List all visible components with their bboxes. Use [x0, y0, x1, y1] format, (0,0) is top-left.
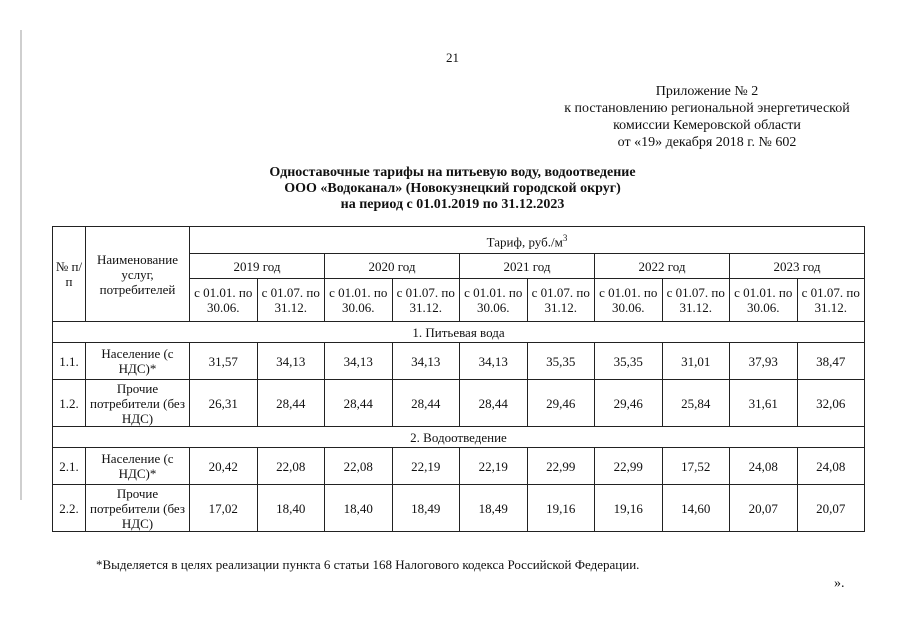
tariff-value: 34,13 — [392, 343, 460, 380]
table-row — [53, 380, 865, 427]
tariff-value: 19,16 — [595, 485, 663, 532]
tariff-value: 28,44 — [392, 380, 460, 427]
tariff-value: 22,19 — [460, 448, 528, 485]
title-line-1: Одноставочные тарифы на питьевую воду, водоотведение — [269, 165, 636, 180]
document-title — [0, 165, 905, 213]
year-header: 2021 год — [460, 254, 595, 279]
tariff-value: 22,08 — [257, 448, 325, 485]
period-header: с 01.01. по 30.06. — [730, 279, 798, 322]
tariff-value: 26,31 — [190, 380, 258, 427]
tariff-value: 22,99 — [527, 448, 595, 485]
tariff-value: 17,02 — [190, 485, 258, 532]
tariff-value: 35,35 — [595, 343, 663, 380]
column-header-number: № п/п — [53, 227, 86, 322]
row-name: Население (с НДС)* — [86, 448, 190, 485]
tariff-value: 31,57 — [190, 343, 258, 380]
tariff-value: 32,06 — [797, 380, 865, 427]
tariff-value: 18,40 — [325, 485, 393, 532]
tariff-value: 24,08 — [797, 448, 865, 485]
tariff-value: 22,08 — [325, 448, 393, 485]
section-row — [53, 427, 865, 448]
tariff-value: 18,49 — [392, 485, 460, 532]
footnote: *Выделяется в целях реализации пункта 6 статьи 168 Налогового кодекса Российской Федерации. — [96, 557, 640, 572]
row-number: 2.1. — [53, 448, 86, 485]
tariff-value: 20,42 — [190, 448, 258, 485]
tariff-value: 17,52 — [662, 448, 730, 485]
tariff-value: 28,44 — [257, 380, 325, 427]
tariff-value: 19,16 — [527, 485, 595, 532]
tariff-value: 31,61 — [730, 380, 798, 427]
period-header: с 01.07. по 31.12. — [527, 279, 595, 322]
tariff-value: 37,93 — [730, 343, 798, 380]
tariff-value: 22,19 — [392, 448, 460, 485]
appendix-line-1: Приложение № 2 — [655, 84, 759, 99]
tariff-value: 24,08 — [730, 448, 798, 485]
tariff-value: 22,99 — [595, 448, 663, 485]
year-header: 2020 год — [325, 254, 460, 279]
tariff-value: 29,46 — [595, 380, 663, 427]
tariff-value: 28,44 — [460, 380, 528, 427]
tariff-unit-superscript: 3 — [562, 232, 568, 243]
tariff-value: 34,13 — [325, 343, 393, 380]
tariff-table — [52, 226, 865, 532]
year-header: 2022 год — [595, 254, 730, 279]
tariff-value: 18,49 — [460, 485, 528, 532]
period-header: с 01.01. по 30.06. — [325, 279, 393, 322]
section-title: 1. Питьевая вода — [53, 322, 865, 343]
row-name: Население (с НДС)* — [86, 343, 190, 380]
period-header: с 01.07. по 31.12. — [257, 279, 325, 322]
period-header: с 01.07. по 31.12. — [662, 279, 730, 322]
appendix-header — [557, 83, 857, 151]
row-number: 2.2. — [53, 485, 86, 532]
year-header: 2023 год — [730, 254, 865, 279]
tariff-value: 31,01 — [662, 343, 730, 380]
table-row — [53, 485, 865, 532]
title-line-2: ООО «Водоканал» (Новокузнецкий городской округ) — [284, 181, 621, 196]
row-name: Прочие потребители (без НДС) — [86, 380, 190, 427]
tariff-value: 29,46 — [527, 380, 595, 427]
tariff-value: 34,13 — [460, 343, 528, 380]
tariff-value: 28,44 — [325, 380, 393, 427]
column-header-name: Наименование услуг, потребителей — [86, 227, 190, 322]
section-title: 2. Водоотведение — [53, 427, 865, 448]
period-header: с 01.07. по 31.12. — [392, 279, 460, 322]
tariff-value: 25,84 — [662, 380, 730, 427]
tariff-value: 20,07 — [730, 485, 798, 532]
table-row — [53, 448, 865, 485]
year-header: 2019 год — [190, 254, 325, 279]
row-number: 1.2. — [53, 380, 86, 427]
closing-quote: ». — [834, 576, 845, 591]
title-line-3: на период с 01.01.2019 по 31.12.2023 — [340, 197, 565, 212]
tariff-value: 38,47 — [797, 343, 865, 380]
tariff-value: 35,35 — [527, 343, 595, 380]
section-row — [53, 322, 865, 343]
tariff-header-text: Тариф, руб./м — [486, 234, 563, 250]
appendix-line-3: комиссии Кемеровской области — [613, 118, 801, 133]
scan-edge-line — [20, 30, 22, 500]
appendix-line-2: к постановлению региональной энергетической — [564, 101, 850, 116]
period-header: с 01.01. по 30.06. — [190, 279, 258, 322]
period-header: с 01.01. по 30.06. — [595, 279, 663, 322]
period-header: с 01.01. по 30.06. — [460, 279, 528, 322]
tariff-value: 20,07 — [797, 485, 865, 532]
table-row — [53, 343, 865, 380]
tariff-value: 14,60 — [662, 485, 730, 532]
tariff-header — [190, 227, 865, 254]
row-name: Прочие потребители (без НДС) — [86, 485, 190, 532]
period-header: с 01.07. по 31.12. — [797, 279, 865, 322]
appendix-line-4: от «19» декабря 2018 г. № 602 — [617, 135, 797, 150]
row-number: 1.1. — [53, 343, 86, 380]
tariff-value: 34,13 — [257, 343, 325, 380]
page-number: 21 — [446, 50, 459, 65]
tariff-value: 18,40 — [257, 485, 325, 532]
